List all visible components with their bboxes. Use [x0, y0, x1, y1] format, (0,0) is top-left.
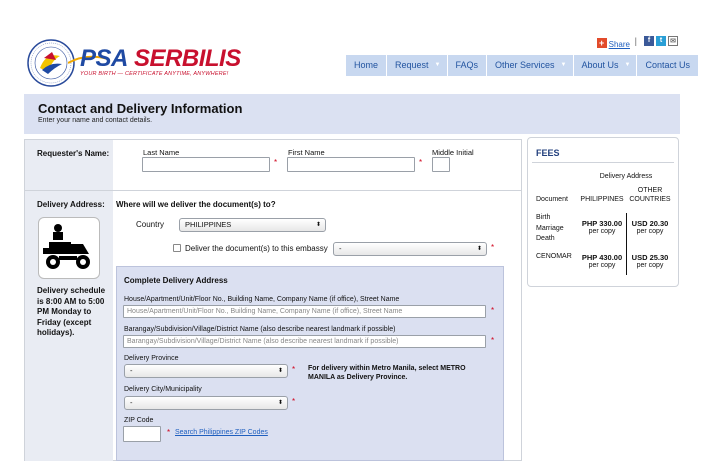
divider: |: [634, 36, 637, 46]
city-label: Delivery City/Municipality: [124, 386, 202, 393]
search-zip-link[interactable]: Search Philippines ZIP Codes: [175, 429, 268, 436]
province-note: For delivery within Metro Manila, select METRO MANILA as Delivery Province.: [308, 365, 466, 381]
delivery-truck-icon: [38, 217, 100, 279]
share-button[interactable]: [597, 36, 630, 49]
chevron-down-icon: ▼: [434, 62, 441, 68]
fees-row-other-unit: per copy: [636, 228, 664, 235]
nav-label: FAQs: [455, 60, 479, 70]
fees-philippines-header: PHILIPPINES: [580, 196, 624, 203]
nav-other-services[interactable]: [487, 55, 572, 76]
nav-faqs[interactable]: [448, 55, 487, 76]
embassy-checkbox[interactable]: [173, 244, 181, 252]
province-value: -: [130, 366, 133, 375]
first-name-label: First Name: [288, 148, 325, 157]
country-select[interactable]: [179, 218, 326, 232]
country-value: PHILIPPINES: [185, 220, 232, 229]
email-icon[interactable]: ✉: [668, 36, 678, 46]
required-marker: *: [419, 158, 423, 167]
fees-row-doc: Birth Marriage Death: [536, 214, 564, 242]
fees-row-ph-unit: per copy: [588, 262, 616, 269]
requester-name-label: Requester's Name:: [37, 149, 110, 158]
province-label: Delivery Province: [124, 355, 179, 362]
main-nav: [346, 55, 699, 76]
required-marker: *: [274, 158, 278, 167]
city-value: -: [130, 398, 133, 407]
fees-row-other-unit: per copy: [636, 262, 664, 269]
nav-label: Other Services: [495, 60, 555, 70]
last-name-field[interactable]: [142, 157, 270, 172]
street-field[interactable]: House/Apartment/Unit/Floor No., Building Name, Company Name (if office), Street Name: [123, 305, 486, 318]
middle-initial-label: Middle Initial: [432, 148, 474, 157]
row-divider: [25, 190, 521, 191]
middle-initial-field[interactable]: [432, 157, 450, 172]
barangay-label: Barangay/Subdivision/Village/District Name (also describe nearest landmark if possible): [124, 326, 396, 333]
fees-row-doc: CENOMAR: [536, 253, 572, 260]
share-label[interactable]: Share: [608, 40, 630, 49]
zip-field[interactable]: [123, 426, 161, 442]
delivery-address-label: Delivery Address:: [37, 200, 105, 209]
required-marker: *: [292, 397, 296, 406]
select-arrows-icon: ⬍: [476, 246, 482, 252]
plus-icon: +: [597, 38, 607, 48]
page-title: Contact and Delivery Information: [38, 101, 243, 116]
chevron-down-icon: ▼: [560, 62, 567, 68]
delivery-question: Where will we deliver the document(s) to?: [116, 200, 276, 209]
fees-column-divider: [626, 213, 627, 275]
zip-label: ZIP Code: [124, 417, 154, 424]
city-select[interactable]: [124, 396, 288, 410]
delivery-schedule-note: Delivery schedule is 8:00 AM to 5:00 PM Monday to Friday (except holidays).: [37, 286, 106, 337]
nav-request[interactable]: [387, 55, 446, 76]
nav-label: Request: [395, 60, 429, 70]
fees-other-countries-header: OTHER COUNTRIES: [629, 187, 671, 203]
required-marker: *: [491, 306, 495, 315]
logo-title-psa: PSA: [80, 45, 128, 72]
nav-about-us[interactable]: [574, 55, 637, 76]
social-links: [644, 36, 678, 46]
fees-divider: [532, 162, 674, 163]
required-marker: *: [167, 428, 171, 437]
logo-tagline: YOUR BIRTH — CERTIFICATE ANYTIME, ANYWHERE!: [80, 71, 229, 77]
page-subtitle: Enter your name and contact details.: [38, 117, 153, 124]
nav-contact-us[interactable]: [637, 55, 698, 76]
chevron-down-icon: ▼: [624, 62, 631, 68]
street-label: House/Apartment/Unit/Floor No., Building Name, Company Name (if office), Street Name: [124, 296, 400, 303]
site-logo[interactable]: [80, 47, 241, 77]
select-arrows-icon: ⬍: [315, 222, 321, 228]
last-name-label: Last Name: [143, 148, 180, 157]
select-arrows-icon: ⬍: [277, 368, 283, 374]
nav-label: Home: [354, 60, 379, 70]
facebook-icon[interactable]: f: [644, 36, 654, 46]
fees-delivery-address-header: Delivery Address: [599, 173, 653, 180]
first-name-field[interactable]: [287, 157, 415, 172]
embassy-label: Deliver the document(s) to this embassy: [185, 244, 328, 253]
barangay-field[interactable]: Barangay/Subdivision/Village/District Name (also describe nearest landmark if possible): [123, 335, 486, 348]
nav-label: Contact Us: [645, 60, 691, 70]
fees-row-other-price: USD 20.30: [631, 219, 669, 228]
embassy-select[interactable]: [333, 242, 487, 256]
logo-title-serbilis: SERBILIS: [134, 45, 241, 72]
nav-label: About Us: [581, 60, 619, 70]
fees-title: FEES: [536, 148, 560, 158]
fees-row-other-price: USD 25.30: [631, 253, 669, 262]
fees-document-header: Document: [536, 196, 568, 203]
required-marker: *: [491, 243, 495, 252]
twitter-icon[interactable]: t: [656, 36, 666, 46]
fees-row-ph-unit: per copy: [588, 228, 616, 235]
embassy-value: -: [339, 244, 342, 253]
complete-address-title: Complete Delivery Address: [124, 276, 228, 285]
fees-row-ph-price: PHP 430.00: [581, 253, 623, 262]
fees-row-ph-price: PHP 330.00: [581, 219, 623, 228]
select-arrows-icon: ⬍: [277, 400, 283, 406]
province-select[interactable]: [124, 364, 288, 378]
required-marker: *: [491, 336, 495, 345]
required-marker: *: [292, 365, 296, 374]
country-label: Country: [136, 220, 165, 229]
nav-home[interactable]: [346, 55, 386, 76]
